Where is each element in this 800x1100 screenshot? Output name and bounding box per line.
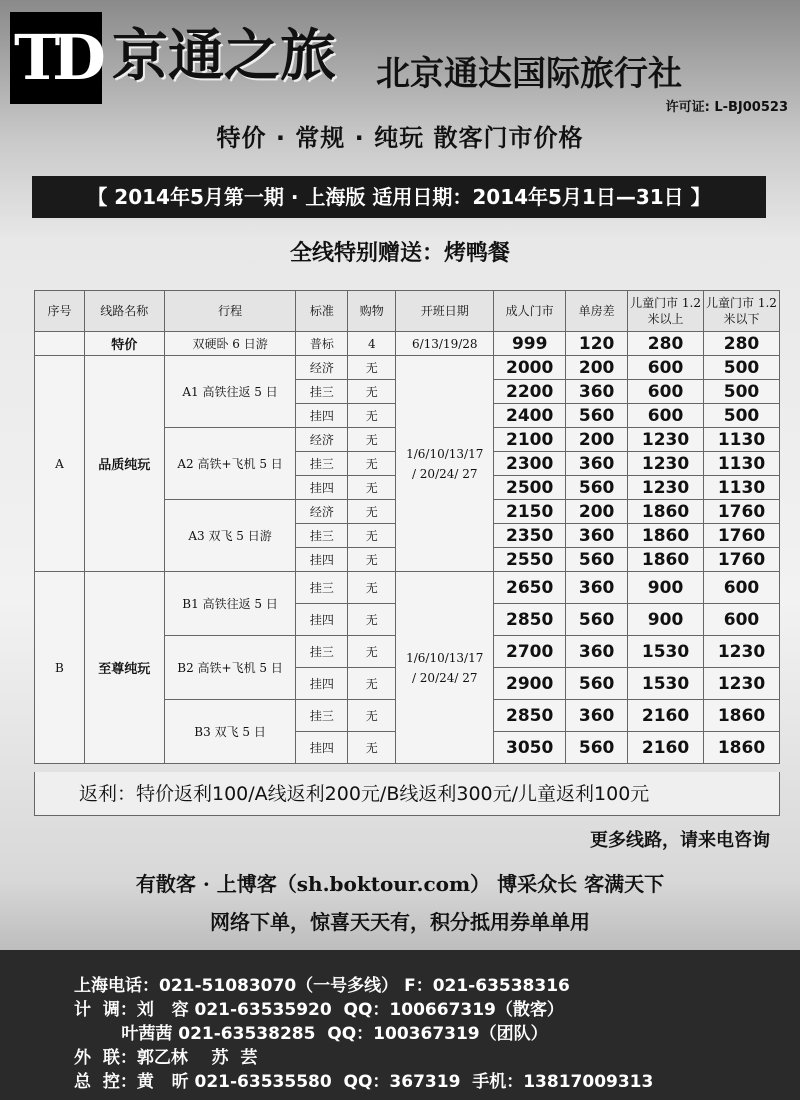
cell-single: 360 [566, 380, 628, 404]
cell-child-above: 1530 [628, 668, 704, 700]
cell-standard: 挂四 [296, 604, 348, 636]
cell-child-above: 1230 [628, 476, 704, 500]
cell-adult: 2700 [494, 636, 566, 668]
price-table [34, 290, 780, 764]
cell-route-name: 品质纯玩 [84, 356, 164, 572]
cell-child-above: 600 [628, 380, 704, 404]
headline: 特价 · 常规 · 纯玩 散客门市价格 [216, 124, 584, 152]
cell-child-below: 1130 [704, 476, 780, 500]
cell-shopping: 无 [348, 572, 396, 604]
header-cell: 儿童门市 1.2 米以下 [704, 291, 780, 332]
cell-adult: 2900 [494, 668, 566, 700]
cell-adult: 999 [494, 332, 566, 356]
cell-child-below: 1230 [704, 668, 780, 700]
cell-adult: 2200 [494, 380, 566, 404]
cell-single: 560 [566, 476, 628, 500]
cell-shopping: 无 [348, 636, 396, 668]
cell-dates: 1/6/10/13/17 / 20/24/ 27 [396, 572, 494, 764]
table-row-special [35, 332, 780, 356]
cell-child-below: 600 [704, 604, 780, 636]
cell-shopping: 无 [348, 732, 396, 764]
edition-banner: 【 2014年5月第一期 · 上海版 适用日期：2014年5月1日—31日 】 [32, 176, 766, 218]
more-routes-note: 更多线路，请来电咨询 [590, 830, 770, 851]
cell-single: 360 [566, 700, 628, 732]
cell-adult: 2850 [494, 700, 566, 732]
cell-single: 360 [566, 636, 628, 668]
cell-adult: 2850 [494, 604, 566, 636]
cell-standard: 挂四 [296, 476, 348, 500]
header-cell: 线路名称 [84, 291, 164, 332]
cell-child-above: 1860 [628, 524, 704, 548]
cell-single: 560 [566, 732, 628, 764]
cell-shopping: 无 [348, 380, 396, 404]
cell-itinerary: B1 高铁往返 5 日 [164, 572, 296, 636]
cell-single: 200 [566, 500, 628, 524]
cell-shopping: 无 [348, 524, 396, 548]
contact-block [74, 974, 653, 1094]
cell-child-above: 280 [628, 332, 704, 356]
cell-shopping: 无 [348, 452, 396, 476]
table-row [35, 572, 780, 604]
cell-single: 360 [566, 524, 628, 548]
cell-child-above: 1860 [628, 548, 704, 572]
cell-child-below: 1130 [704, 452, 780, 476]
cell-itinerary: A1 高铁往返 5 日 [164, 356, 296, 428]
cell-child-above: 1860 [628, 500, 704, 524]
cell-child-below: 1230 [704, 636, 780, 668]
cell-route-name: 特价 [84, 332, 164, 356]
license-number: 许可证: L-BJ00523 [665, 100, 788, 115]
td-logo: TD [10, 12, 102, 104]
cell-single: 560 [566, 604, 628, 636]
header-cell: 购物 [348, 291, 396, 332]
cell-shopping: 无 [348, 356, 396, 380]
contact-line: 上海电话：021-51083070（一号多线） F：021-63538316 [74, 976, 570, 996]
brand-name: 京通之旅 [112, 24, 336, 89]
cell-group-code: B [35, 572, 85, 764]
cell-child-below: 1860 [704, 732, 780, 764]
cell-child-below: 1760 [704, 548, 780, 572]
cell-dates: 6/13/19/28 [396, 332, 494, 356]
cell-child-below: 500 [704, 356, 780, 380]
cell-itinerary: B3 双飞 5 日 [164, 700, 296, 764]
cell-shopping: 4 [348, 332, 396, 356]
cell-adult: 2000 [494, 356, 566, 380]
cell-itinerary: A2 高铁+飞机 5 日 [164, 428, 296, 500]
cell-adult: 2650 [494, 572, 566, 604]
cell-standard: 挂四 [296, 732, 348, 764]
cell-child-below: 1760 [704, 524, 780, 548]
cell-adult: 3050 [494, 732, 566, 764]
cell-standard: 挂四 [296, 668, 348, 700]
header-cell: 成人门市 [494, 291, 566, 332]
cell-standard: 挂四 [296, 548, 348, 572]
cell-shopping: 无 [348, 476, 396, 500]
cell-standard: 挂三 [296, 700, 348, 732]
contact-line: 外 联：郭乙林 苏 芸 [74, 1048, 258, 1068]
table-row [35, 356, 780, 380]
cell [35, 332, 85, 356]
cell-itinerary: A3 双飞 5 日游 [164, 500, 296, 572]
promo-line-1: 有散客 · 上博客（sh.boktour.com） 博采众长 客满天下 [135, 872, 665, 896]
cell-single: 560 [566, 404, 628, 428]
header-cell: 行程 [164, 291, 296, 332]
header-cell: 标准 [296, 291, 348, 332]
cell-shopping: 无 [348, 668, 396, 700]
cell-standard: 挂三 [296, 572, 348, 604]
contact-line: 叶茜茜 021-63538285 QQ：100367319（团队） [74, 1024, 548, 1044]
cell-adult: 2400 [494, 404, 566, 428]
cell-shopping: 无 [348, 404, 396, 428]
cell-itinerary: B2 高铁+飞机 5 日 [164, 636, 296, 700]
cell-adult: 2100 [494, 428, 566, 452]
cell-adult: 2150 [494, 500, 566, 524]
cell-single: 560 [566, 668, 628, 700]
header-cell: 儿童门市 1.2 米以上 [628, 291, 704, 332]
cell-standard: 经济 [296, 500, 348, 524]
cell-adult: 2300 [494, 452, 566, 476]
header-cell: 单房差 [566, 291, 628, 332]
cell-child-above: 900 [628, 604, 704, 636]
contact-line: 计 调：刘 容 021-63535920 QQ：100667319（散客） [74, 1000, 564, 1020]
cell-child-below: 1130 [704, 428, 780, 452]
cell-shopping: 无 [348, 604, 396, 636]
cell-child-above: 1230 [628, 452, 704, 476]
contact-line: 总 控：黄 昕 021-63535580 QQ：367319 手机：13817009313 [74, 1072, 654, 1092]
cell-shopping: 无 [348, 428, 396, 452]
cell-single: 360 [566, 572, 628, 604]
cell-single: 360 [566, 452, 628, 476]
cell-child-below: 1760 [704, 500, 780, 524]
cell-shopping: 无 [348, 500, 396, 524]
gift-line: 全线特别赠送：烤鸭餐 [289, 241, 510, 266]
agency-name: 北京通达国际旅行社 [376, 54, 682, 94]
cell-child-above: 2160 [628, 700, 704, 732]
cell-single: 200 [566, 428, 628, 452]
cell-standard: 经济 [296, 428, 348, 452]
cell-single: 200 [566, 356, 628, 380]
cell-dates: 1/6/10/13/17 / 20/24/ 27 [396, 356, 494, 572]
cell-standard: 经济 [296, 356, 348, 380]
table-header-row [35, 291, 780, 332]
cell-child-above: 1530 [628, 636, 704, 668]
cell-itinerary: 双硬卧 6 日游 [164, 332, 296, 356]
cell-child-below: 500 [704, 404, 780, 428]
cell-standard: 挂四 [296, 404, 348, 428]
cell-single: 120 [566, 332, 628, 356]
header-cell: 序号 [35, 291, 85, 332]
table-body [35, 332, 780, 764]
cell-child-below: 500 [704, 380, 780, 404]
cell-child-above: 900 [628, 572, 704, 604]
cell-child-below: 1860 [704, 700, 780, 732]
cell-group-code: A [35, 356, 85, 572]
cell-child-above: 2160 [628, 732, 704, 764]
cell-adult: 2500 [494, 476, 566, 500]
cell-child-above: 600 [628, 356, 704, 380]
promo-line-2: 网络下单，惊喜天天有，积分抵用券单单用 [210, 910, 590, 934]
cell-child-above: 600 [628, 404, 704, 428]
cell-shopping: 无 [348, 548, 396, 572]
cell-standard: 挂三 [296, 452, 348, 476]
cell-standard: 挂三 [296, 380, 348, 404]
cell-route-name: 至尊纯玩 [84, 572, 164, 764]
cell-single: 560 [566, 548, 628, 572]
cell-child-above: 1230 [628, 428, 704, 452]
header-cell: 开班日期 [396, 291, 494, 332]
cell-child-below: 280 [704, 332, 780, 356]
cell-standard: 挂三 [296, 636, 348, 668]
cell-standard: 挂三 [296, 524, 348, 548]
cell-child-below: 600 [704, 572, 780, 604]
rebate-note: 返利：特价返利100/A线返利200元/B线返利300元/儿童返利100元 [34, 772, 780, 816]
cell-adult: 2350 [494, 524, 566, 548]
cell-shopping: 无 [348, 700, 396, 732]
cell-standard: 普标 [296, 332, 348, 356]
cell-adult: 2550 [494, 548, 566, 572]
